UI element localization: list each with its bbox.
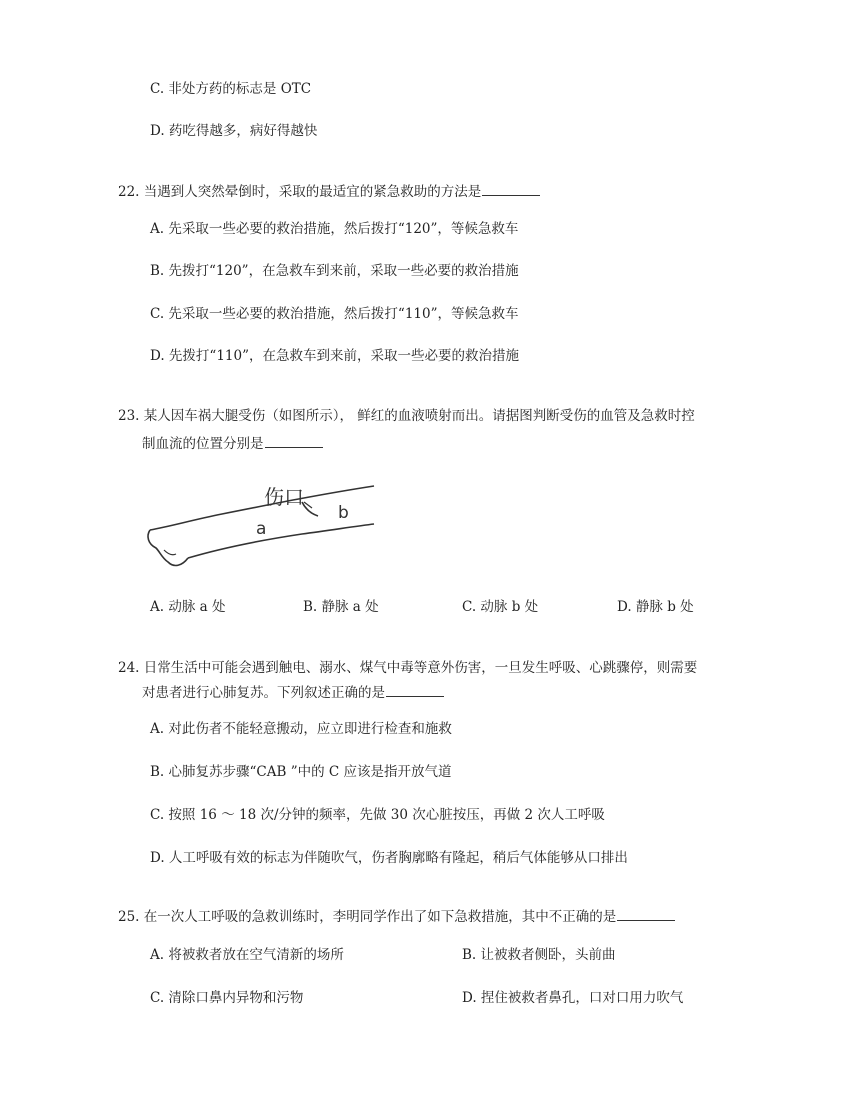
q24-option-a: A. 对此伤者不能轻意搬动，应立即进行检查和施救 (150, 721, 452, 737)
q23-option-b: B. 静脉 a 处 (303, 599, 379, 615)
wound-label: 伤口 (264, 485, 304, 509)
q25-stem (118, 908, 675, 926)
q24-stem-line1: 24. 日常生活中可能会遇到触电、溺水、煤气中毒等意外伤害，一旦发生呼吸、心跳骤停，则需要 (118, 660, 698, 676)
q23-option-d: D. 静脉 b 处 (617, 599, 694, 615)
q23-option-a: A. 动脉 a 处 (150, 599, 226, 615)
q25-stem-text: 25. 在一次人工呼吸的急救训练时，李明同学作出了如下急救措施，其中不正确的是 (118, 909, 617, 925)
q24-option-c: C. 按照 16 ～ 18 次/分钟的频率，先做 30 次心脏按压，再做 2 次人工呼吸 (150, 807, 605, 823)
wound-mark (302, 502, 318, 516)
heel-detail (164, 550, 176, 555)
answer-blank (617, 908, 675, 921)
q22-stem-text: 22. 当遇到人突然晕倒时，采取的最适宜的紧急救助的方法是 (118, 184, 482, 200)
foot-outline (148, 530, 188, 565)
leg-lower-outline (188, 524, 374, 558)
q25-option-d: D. 捏住被救者鼻孔，口对口用力吹气 (462, 990, 684, 1006)
q22-option-a: A. 先采取一些必要的救治措施，然后拨打“120”，等候急救车 (150, 221, 519, 237)
q25-option-b: B. 让被救者侧卧，头前曲 (462, 947, 616, 963)
q25-option-c: C. 清除口鼻内异物和污物 (150, 990, 304, 1006)
q22-stem (118, 183, 540, 201)
label-b: b (338, 503, 349, 523)
q23-stem-line1: 23. 某人因车祸大腿受伤（如图所示）， 鲜红的血液喷射而出。请据图判断受伤的血管及急救时控 (118, 408, 695, 424)
q24-stem-line2-text: 对患者进行心肺复苏。下列叙述正确的是 (142, 685, 385, 701)
q21-option-d: D. 药吃得越多，病好得越快 (150, 123, 318, 139)
answer-blank (482, 183, 540, 196)
q25-option-a: A. 将被救者放在空气清新的场所 (150, 947, 344, 963)
q23-stem-line2 (142, 435, 323, 453)
q24-option-b: B. 心肺复苏步骤“CAB ”中的 C 应该是指开放气道 (150, 764, 452, 780)
q22-option-c: C. 先采取一些必要的救治措施，然后拨打“110”，等候急救车 (150, 306, 519, 322)
q23-stem-line2-text: 制血流的位置分别是 (142, 436, 264, 452)
answer-blank (386, 684, 444, 697)
q21-option-c: C. 非处方药的标志是 OTC (150, 81, 312, 97)
answer-blank (265, 435, 323, 448)
leg-illustration (142, 474, 382, 584)
q22-option-b: B. 先拨打“120”，在急救车到来前，采取一些必要的救治措施 (150, 263, 519, 279)
q24-stem-line2 (142, 684, 444, 702)
label-a: a (256, 519, 267, 539)
q23-option-c: C. 动脉 b 处 (462, 599, 539, 615)
leg-wound-figure (142, 474, 382, 584)
q24-option-d: D. 人工呼吸有效的标志为伴随吹气，伤者胸廓略有隆起，稍后气体能够从口排出 (150, 850, 628, 866)
q22-option-d: D. 先拨打“110”，在急救车到来前，采取一些必要的救治措施 (150, 348, 519, 364)
